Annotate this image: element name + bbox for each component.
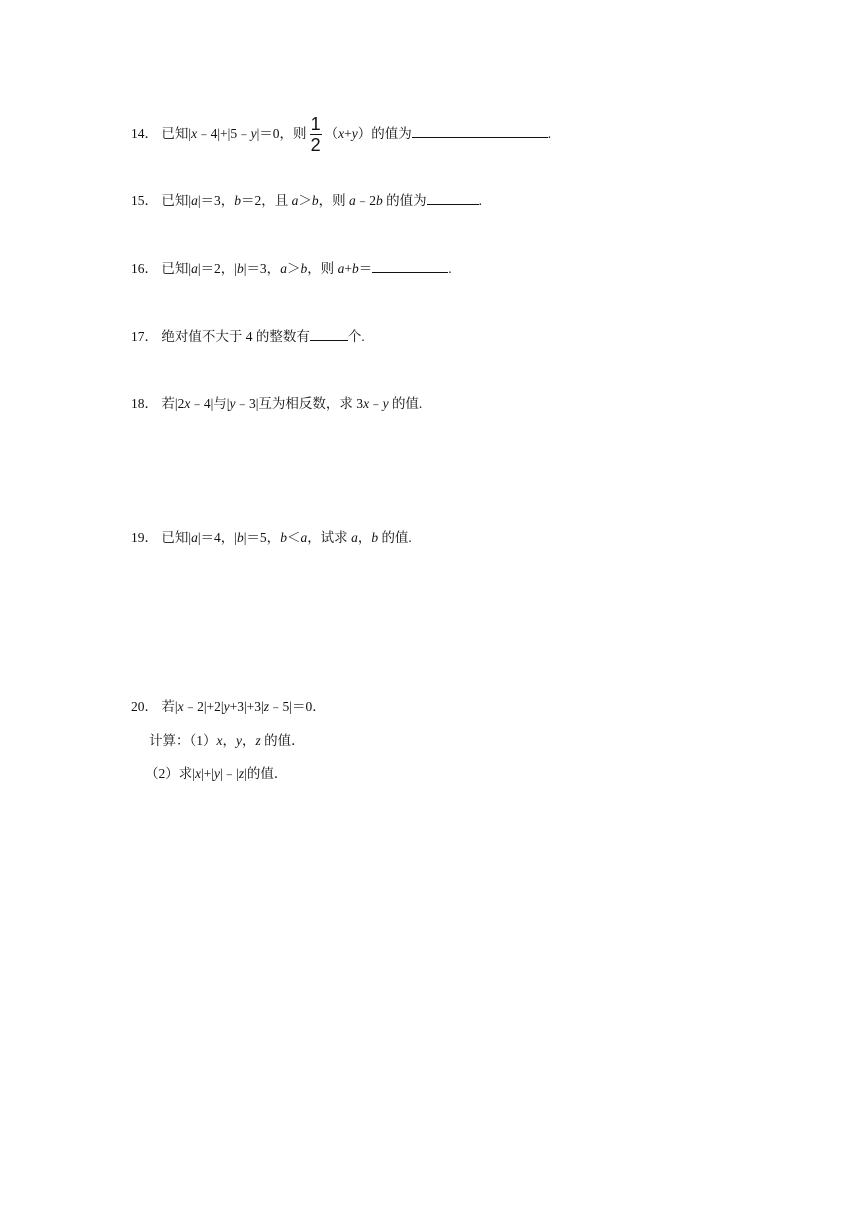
fraction-one-half: $\frac{1}{2}$ xyxy=(310,114,321,155)
question-number: 17． xyxy=(131,329,158,344)
question-14: 14． 已知|x﹣4|+|5﹣y|＝0，则 $\frac{1}{2}$ （x+y）的值为 . xyxy=(131,114,552,155)
answer-blank[interactable] xyxy=(310,326,348,341)
question-15: 15． 已知|a|＝3，b＝2，且 a＞b，则 a﹣2b 的值为 . xyxy=(131,190,482,211)
question-number: 20． xyxy=(131,699,158,714)
question-number: 18． xyxy=(131,396,158,411)
question-number: 15． xyxy=(131,193,158,208)
answer-blank[interactable] xyxy=(412,123,548,138)
question-number: 19． xyxy=(131,530,158,545)
question-number: 16． xyxy=(131,261,158,276)
question-20: 20． 若|x﹣2|+2|y+3|+3|z﹣5|＝0． xyxy=(131,699,326,714)
question-16: 16． 已知|a|＝2，|b|＝3，a＞b，则 a+b＝ . xyxy=(131,258,452,279)
question-20-part-1: 计算：（1）x，y，z 的值． xyxy=(149,733,305,748)
question-18: 18． 若|2x﹣4|与|y﹣3|互为相反数，求 3x﹣y 的值. xyxy=(131,396,423,411)
question-20-part-2: （2）求|x|+|y|﹣|z|的值． xyxy=(145,766,288,781)
question-17: 17． 绝对值不大于 4 的整数有 个. xyxy=(131,326,365,347)
answer-blank[interactable] xyxy=(427,190,479,205)
answer-blank[interactable] xyxy=(372,258,448,273)
question-19: 19． 已知|a|＝4，|b|＝5，b＜a，试求 a，b 的值. xyxy=(131,530,412,545)
question-number: 14． xyxy=(131,126,158,142)
